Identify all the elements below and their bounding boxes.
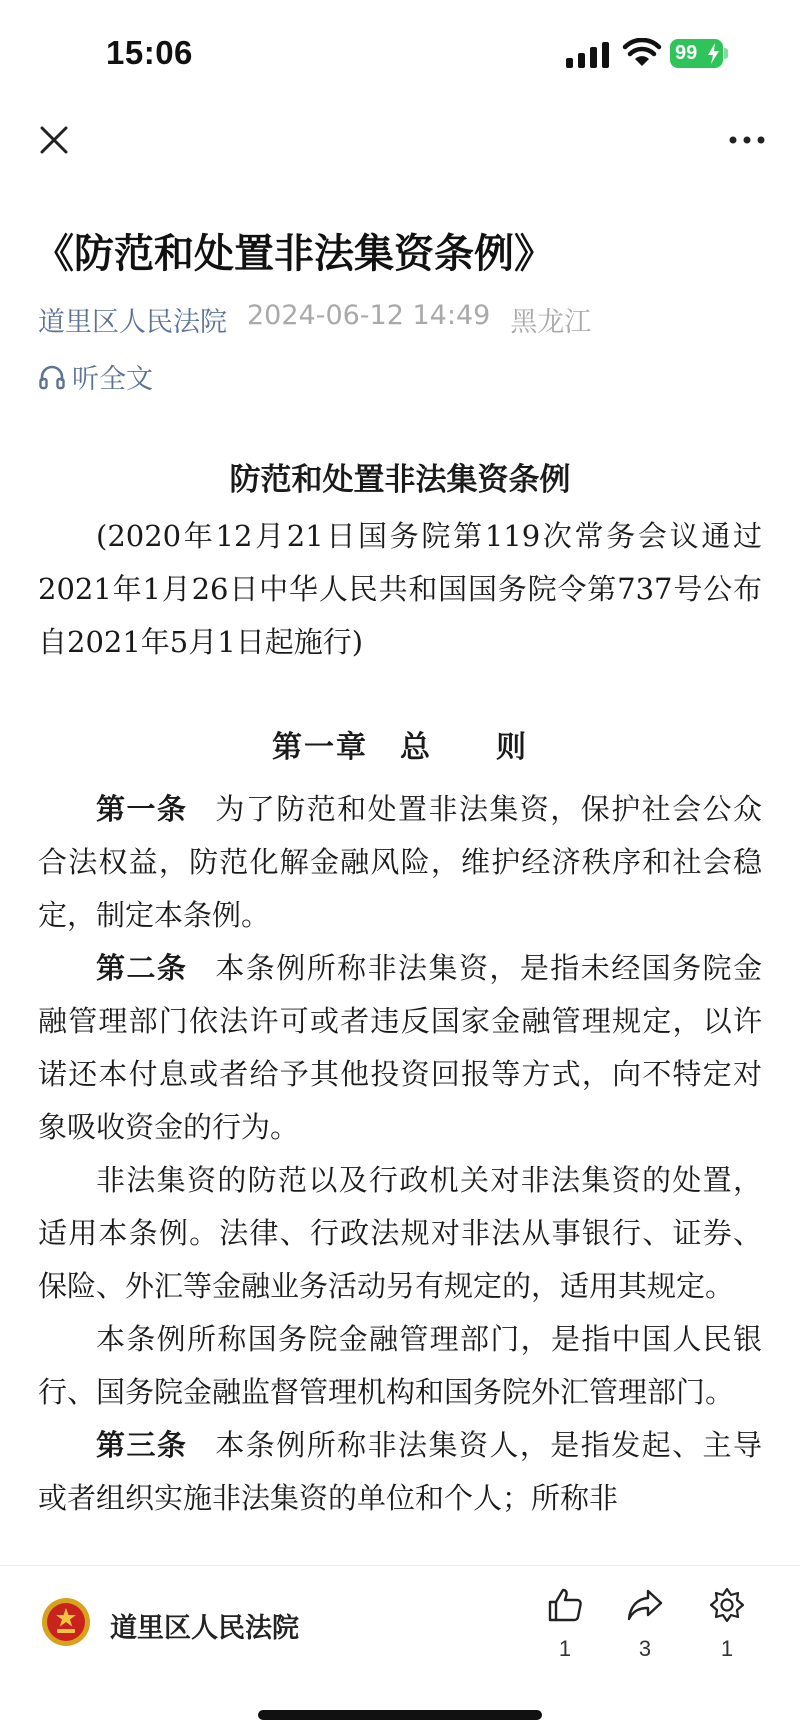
account-name[interactable]: 道里区人民法院 [110, 1613, 299, 1644]
article-paragraph [38, 1419, 762, 1525]
document-note: (2020年12月21日国务院第119次常务会议通过 2021年1月26日中华人民共和国国务院令第737号公布 自2021年5月1日起施行) [38, 519, 792, 659]
recommend-icon [708, 1586, 746, 1624]
bottom-action-bar [0, 1565, 800, 1734]
article-paragraph [38, 942, 762, 1154]
close-button[interactable] [34, 120, 74, 160]
like-button[interactable] [535, 1586, 595, 1696]
wifi-icon [622, 38, 662, 68]
share-count: 3 [638, 1636, 652, 1661]
home-indicator[interactable] [258, 1710, 542, 1720]
recommend-button[interactable] [697, 1586, 757, 1696]
listen-button[interactable] [38, 357, 153, 396]
article-paragraph [38, 1313, 762, 1419]
signal-icon [566, 42, 610, 68]
article-label: 第三条 [96, 1428, 188, 1462]
article-paragraph [38, 783, 762, 942]
region: 黑龙江 [510, 307, 592, 338]
article-meta [38, 300, 591, 339]
paragraph-text: 本条例所称国务院金融管理部门，是指中国人民银行、国务院金融监督管理机构和国务院外汇管理部门。 [38, 1322, 762, 1409]
recommend-count: 1 [720, 1636, 734, 1661]
status-bar [0, 0, 800, 110]
status-time: 15:06 [106, 34, 193, 71]
paragraph-text: 本条例所称非法集资人，是指发起、主导或者组织实施非法集资的单位和个人；所称非 [38, 1428, 762, 1515]
close-icon [39, 125, 69, 155]
paragraph-text: 本条例所称非法集资，是指未经国务院金融管理部门依法许可或者违反国家金融管理规定，以许诺还本付息或者给予其他投资回报等方式，向不特定对象吸收资金的行为。 [38, 951, 762, 1144]
headphones-icon [38, 363, 66, 391]
paragraph-text: 非法集资的防范以及行政机关对非法集资的处置，适用本条例。法律、行政法规对非法从事银行、证券、保险、外汇等金融业务活动另有规定的，适用其规定。 [38, 1163, 762, 1303]
share-arrow-icon [626, 1586, 664, 1624]
author-link[interactable]: 道里区人民法院 [38, 307, 227, 338]
article-title: 《防范和处置非法集资条例》 [34, 231, 554, 277]
chapter-heading: 第一章 总 则 [272, 730, 528, 765]
document-title: 防范和处置非法集资条例 [229, 462, 571, 498]
article-paragraph [38, 1154, 762, 1313]
thumbs-up-icon [546, 1586, 584, 1624]
charging-bolt-icon [708, 43, 719, 64]
share-button[interactable] [615, 1586, 675, 1696]
more-options-button[interactable] [726, 126, 768, 154]
more-icon [729, 136, 765, 144]
battery-level: 99 [675, 42, 698, 64]
court-emblem-icon[interactable] [40, 1596, 92, 1648]
listen-label: 听全文 [72, 364, 153, 395]
paragraph-text: 为了防范和处置非法集资，保护社会公众合法权益，防范化解金融风险，维护经济秩序和社会稳定，制定本条例。 [38, 792, 762, 932]
article-label: 第二条 [96, 951, 188, 985]
publish-datetime: 2024-06-12 14:49 [247, 300, 491, 331]
article-label: 第一条 [96, 792, 188, 826]
like-count: 1 [558, 1636, 572, 1661]
battery-indicator [670, 39, 728, 68]
article-body [38, 450, 792, 1525]
